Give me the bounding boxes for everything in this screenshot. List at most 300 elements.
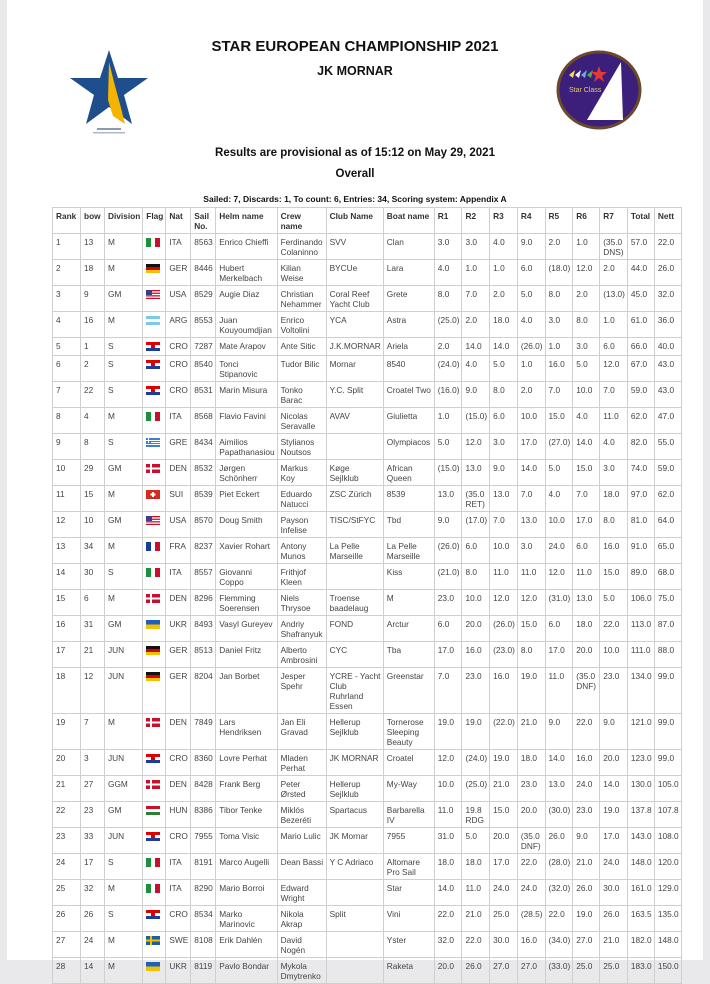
race-3-cell: 27.0 [490,958,518,984]
race-3-cell: 7.0 [490,512,518,538]
race-3-cell: 10.0 [490,538,518,564]
race-3-cell: (22.0) [490,714,518,750]
rank-cell: 21 [53,776,81,802]
flag-cell [143,512,166,538]
division-cell: GM [105,616,143,642]
table-row [53,512,682,538]
race-3-cell: (23.0) [490,642,518,668]
flag-cell [143,932,166,958]
boat-name-cell: Olympiacos [383,434,434,460]
total-cell: 134.0 [627,668,654,714]
boat-name-cell: M [383,590,434,616]
race-2-cell: 26.0 [462,958,490,984]
race-3-cell: 9.0 [490,460,518,486]
race-6-cell: 9.0 [573,828,600,854]
sail-no-cell: 8360 [191,750,216,776]
flag-cell [143,828,166,854]
col-nett: Nett [654,208,681,234]
race-2-cell: (15.0) [462,408,490,434]
boat-name-cell: Ariela [383,338,434,356]
race-1-cell: 7.0 [434,668,462,714]
sail-no-cell: 8568 [191,408,216,434]
table-row [53,286,682,312]
bow-cell: 7 [81,714,105,750]
nett-cell: 148.0 [654,932,681,958]
sail-no-cell: 7955 [191,828,216,854]
race-summary: Sailed: 7, Discards: 1, To count: 6, Entries: 34, Scoring system: Appendix A [203,194,507,204]
bow-cell: 4 [81,408,105,434]
nat-cell: ITA [166,408,191,434]
nett-cell: 88.0 [654,642,681,668]
race-6-cell: 7.0 [573,486,600,512]
race-3-cell: 19.0 [490,750,518,776]
boat-name-cell: La Pelle Marseille [383,538,434,564]
flag-fra-icon [146,542,160,551]
total-cell: 123.0 [627,750,654,776]
boat-name-cell: Star [383,880,434,906]
bow-cell: 30 [81,564,105,590]
boat-name-cell: Yster [383,932,434,958]
bow-cell: 9 [81,286,105,312]
race-4-cell: (26.0) [517,338,545,356]
sail-no-cell: 8532 [191,460,216,486]
race-2-cell: 14.0 [462,338,490,356]
race-5-cell: 5.0 [545,460,573,486]
flag-ita-icon [146,238,160,247]
race-4-cell: 24.0 [517,880,545,906]
nett-cell: 43.0 [654,356,681,382]
division-cell: JUN [105,828,143,854]
race-5-cell: 1.0 [545,338,573,356]
helm-name-cell: Augie Diaz [216,286,277,312]
sail-no-cell: 8534 [191,906,216,932]
race-3-cell: 1.0 [490,260,518,286]
rank-cell: 16 [53,616,81,642]
page-title: STAR EUROPEAN CHAMPIONSHIP 2021 [211,38,499,55]
race-3-cell: 21.0 [490,776,518,802]
nett-cell: 32.0 [654,286,681,312]
club-name-cell: J.K.MORNAR [326,338,383,356]
race-5-cell: (33.0) [545,958,573,984]
flag-swe-icon [146,936,160,945]
race-2-cell: (25.0) [462,776,490,802]
sail-no-cell: 8434 [191,434,216,460]
nett-cell: 99.0 [654,668,681,714]
race-6-cell: 23.0 [573,802,600,828]
race-1-cell: 9.0 [434,512,462,538]
helm-name-cell: Lovre Perhat [216,750,277,776]
bow-cell: 26 [81,906,105,932]
col-nat: Nat [166,208,191,234]
flag-den-icon [146,464,160,473]
total-cell: 57.0 [627,234,654,260]
race-3-cell: 5.0 [490,356,518,382]
sail-no-cell: 8513 [191,642,216,668]
flag-cell [143,750,166,776]
race-2-cell: 19.0 [462,714,490,750]
race-4-cell: 11.0 [517,564,545,590]
nett-cell: 36.0 [654,312,681,338]
race-4-cell: 18.0 [517,750,545,776]
helm-name-cell: Flemming Soerensen [216,590,277,616]
table-row [53,408,682,434]
club-name-cell: YCA [326,312,383,338]
race-2-cell: 1.0 [462,260,490,286]
flag-cell [143,312,166,338]
crew-name-cell: Frithjof Kleen [277,564,326,590]
boat-name-cell: Vini [383,906,434,932]
flag-ger-icon [146,646,160,655]
boat-name-cell: Raketa [383,958,434,984]
race-7-cell: 25.0 [600,958,628,984]
race-5-cell: (34.0) [545,932,573,958]
helm-name-cell: Doug Smith [216,512,277,538]
race-7-cell: 7.0 [600,382,628,408]
division-cell: M [105,260,143,286]
total-cell: 45.0 [627,286,654,312]
helm-name-cell: Jan Borbet [216,668,277,714]
race-5-cell: 15.0 [545,408,573,434]
race-4-cell: 2.0 [517,382,545,408]
club-name-cell: Y C Adriaco [326,854,383,880]
flag-cell [143,880,166,906]
sail-no-cell: 8108 [191,932,216,958]
race-3-cell: 16.0 [490,668,518,714]
nat-cell: DEN [166,460,191,486]
race-2-cell: (24.0) [462,750,490,776]
club-name-cell: Y.C. Split [326,382,383,408]
bow-cell: 1 [81,338,105,356]
provisional-notice: Results are provisional as of 15:12 on May 29, 2021 [215,147,495,159]
race-7-cell: 9.0 [600,714,628,750]
bow-cell: 18 [81,260,105,286]
sail-no-cell: 8539 [191,486,216,512]
race-5-cell: 10.0 [545,512,573,538]
rank-cell: 17 [53,642,81,668]
club-name-cell: JK Mornar [326,828,383,854]
total-cell: 66.0 [627,338,654,356]
nat-cell: SUI [166,486,191,512]
division-cell: GM [105,512,143,538]
nett-cell: 108.0 [654,828,681,854]
club-name-cell: Coral Reef Yacht Club [326,286,383,312]
race-7-cell: 23.0 [600,668,628,714]
race-6-cell: 21.0 [573,854,600,880]
race-7-cell: 18.0 [600,486,628,512]
race-5-cell: 17.0 [545,642,573,668]
col-club-name: Club Name [326,208,383,234]
flag-cell [143,906,166,932]
race-7-cell: 20.0 [600,750,628,776]
club-name-cell: FOND [326,616,383,642]
race-7-cell: 22.0 [600,616,628,642]
col-rank: Rank [53,208,81,234]
race-7-cell: 1.0 [600,312,628,338]
sail-no-cell: 8119 [191,958,216,984]
total-cell: 81.0 [627,512,654,538]
col-flag: Flag [143,208,166,234]
race-6-cell: 24.0 [573,776,600,802]
helm-name-cell: Hubert Merkelbach [216,260,277,286]
sail-no-cell: 8563 [191,234,216,260]
flag-ita-icon [146,568,160,577]
rank-cell: 9 [53,434,81,460]
flag-hun-icon [146,806,160,815]
race-7-cell: 4.0 [600,434,628,460]
race-6-cell: 13.0 [573,590,600,616]
bow-cell: 29 [81,460,105,486]
sail-no-cell: 8237 [191,538,216,564]
race-6-cell: 20.0 [573,642,600,668]
race-1-cell: (15.0) [434,460,462,486]
nett-cell: 40.0 [654,338,681,356]
race-1-cell: (25.0) [434,312,462,338]
race-1-cell: 8.0 [434,286,462,312]
race-7-cell: (13.0) [600,286,628,312]
col-r7: R7 [600,208,628,234]
total-cell: 182.0 [627,932,654,958]
crew-name-cell: Mario Lulic [277,828,326,854]
race-7-cell: 15.0 [600,564,628,590]
race-1-cell: 5.0 [434,434,462,460]
race-3-cell: (26.0) [490,616,518,642]
race-2-cell: 10.0 [462,590,490,616]
race-1-cell: (21.0) [434,564,462,590]
race-3-cell: 15.0 [490,802,518,828]
helm-name-cell: Pavlo Bondar [216,958,277,984]
bow-cell: 21 [81,642,105,668]
race-7-cell: 5.0 [600,590,628,616]
rank-cell: 27 [53,932,81,958]
race-5-cell: (31.0) [545,590,573,616]
race-3-cell: 24.0 [490,880,518,906]
race-5-cell: 4.0 [545,486,573,512]
table-row [53,616,682,642]
division-cell: S [105,382,143,408]
division-cell: M [105,538,143,564]
division-cell: M [105,714,143,750]
race-3-cell: 12.0 [490,590,518,616]
race-1-cell: (24.0) [434,356,462,382]
race-1-cell: 3.0 [434,234,462,260]
crew-name-cell: Nikola Akrap [277,906,326,932]
table-row [53,854,682,880]
bow-cell: 31 [81,616,105,642]
nat-cell: GER [166,260,191,286]
race-2-cell: 12.0 [462,434,490,460]
club-name-cell: SVV [326,234,383,260]
total-cell: 59.0 [627,382,654,408]
helm-name-cell: Erik Dahlén [216,932,277,958]
table-row [53,668,682,714]
nett-cell: 68.0 [654,564,681,590]
crew-name-cell: Ante Sitic [277,338,326,356]
race-5-cell: 11.0 [545,668,573,714]
race-6-cell: 22.0 [573,714,600,750]
nat-cell: CRO [166,906,191,932]
nett-cell: 64.0 [654,512,681,538]
club-name-cell: AVAV [326,408,383,434]
race-6-cell: 8.0 [573,312,600,338]
club-name-cell: Troense baadelaug [326,590,383,616]
flag-cell [143,776,166,802]
nat-cell: DEN [166,590,191,616]
crew-name-cell: Niels Thrysoe [277,590,326,616]
race-1-cell: 1.0 [434,408,462,434]
boat-name-cell: 8539 [383,486,434,512]
race-2-cell: 20.0 [462,616,490,642]
race-1-cell: 23.0 [434,590,462,616]
race-1-cell: 18.0 [434,854,462,880]
table-row [53,538,682,564]
star-logo-icon [69,48,149,138]
section-title: Overall [335,168,375,180]
race-5-cell: 8.0 [545,286,573,312]
nat-cell: ITA [166,854,191,880]
helm-name-cell: Mario Borroi [216,880,277,906]
bow-cell: 27 [81,776,105,802]
table-row [53,260,682,286]
boat-name-cell: Barbarella IV [383,802,434,828]
helm-name-cell: Lars Hendriksen [216,714,277,750]
rank-cell: 13 [53,538,81,564]
race-5-cell: 13.0 [545,776,573,802]
rank-cell: 24 [53,854,81,880]
nat-cell: CRO [166,338,191,356]
race-2-cell: 3.0 [462,234,490,260]
boat-name-cell: Arctur [383,616,434,642]
nett-cell: 99.0 [654,750,681,776]
flag-cell [143,338,166,356]
division-cell: M [105,590,143,616]
col-division: Division [105,208,143,234]
flag-cell [143,460,166,486]
table-row [53,590,682,616]
flag-cell [143,434,166,460]
race-6-cell: 17.0 [573,512,600,538]
nett-cell: 59.0 [654,460,681,486]
sail-no-cell: 8446 [191,260,216,286]
race-6-cell: 19.0 [573,906,600,932]
nett-cell: 75.0 [654,590,681,616]
crew-name-cell: Christian Nehammer [277,286,326,312]
flag-arg-icon [146,316,160,325]
table-row [53,338,682,356]
boat-name-cell: 8540 [383,356,434,382]
boat-name-cell: Tornerose Sleeping Beauty [383,714,434,750]
race-6-cell: 25.0 [573,958,600,984]
crew-name-cell: David Nogén [277,932,326,958]
sail-no-cell: 8553 [191,312,216,338]
race-4-cell: 20.0 [517,802,545,828]
table-row [53,750,682,776]
crew-name-cell: Mykola Dmytrenko [277,958,326,984]
race-1-cell: 10.0 [434,776,462,802]
race-1-cell: 22.0 [434,906,462,932]
bow-cell: 23 [81,802,105,828]
division-cell: M [105,958,143,984]
race-3-cell: 18.0 [490,312,518,338]
crew-name-cell: Jesper Spehr [277,668,326,714]
race-1-cell: 11.0 [434,802,462,828]
rank-cell: 23 [53,828,81,854]
division-cell: S [105,854,143,880]
race-6-cell: 4.0 [573,408,600,434]
race-4-cell: (28.5) [517,906,545,932]
race-6-cell: 12.0 [573,260,600,286]
race-3-cell: 30.0 [490,932,518,958]
race-4-cell: 10.0 [517,408,545,434]
race-2-cell: 6.0 [462,538,490,564]
boat-name-cell: Croatel Two [383,382,434,408]
flag-cro-icon [146,832,160,841]
race-4-cell: 7.0 [517,486,545,512]
club-name-cell: TISC/StFYC [326,512,383,538]
race-7-cell: 30.0 [600,880,628,906]
race-6-cell: 5.0 [573,356,600,382]
crew-name-cell: Tudor Bilic [277,356,326,382]
helm-name-cell: Toma Visic [216,828,277,854]
total-cell: 89.0 [627,564,654,590]
nett-cell: 107.8 [654,802,681,828]
race-2-cell: 16.0 [462,642,490,668]
race-2-cell: 13.0 [462,460,490,486]
race-2-cell: 8.0 [462,564,490,590]
race-5-cell: 7.0 [545,382,573,408]
race-5-cell: 26.0 [545,828,573,854]
flag-cell [143,356,166,382]
table-row [53,906,682,932]
sail-no-cell: 8529 [191,286,216,312]
nat-cell: HUN [166,802,191,828]
club-name-cell: Hellerup Sejlklub [326,776,383,802]
nat-cell: CRO [166,382,191,408]
total-cell: 106.0 [627,590,654,616]
race-5-cell: 9.0 [545,714,573,750]
club-name-cell: La Pelle Marseille [326,538,383,564]
nett-cell: 43.0 [654,382,681,408]
sail-no-cell: 8191 [191,854,216,880]
table-row [53,880,682,906]
bow-cell: 10 [81,512,105,538]
club-name-cell: YCRE - Yacht Club Ruhrland Essen [326,668,383,714]
race-2-cell: 18.0 [462,854,490,880]
rank-cell: 12 [53,512,81,538]
division-cell: S [105,338,143,356]
race-3-cell: 4.0 [490,234,518,260]
helm-name-cell: Piet Eckert [216,486,277,512]
flag-cell [143,854,166,880]
sail-no-cell: 8296 [191,590,216,616]
race-4-cell: 8.0 [517,642,545,668]
nat-cell: ARG [166,312,191,338]
flag-cell [143,802,166,828]
race-7-cell: 3.0 [600,460,628,486]
nat-cell: DEN [166,714,191,750]
table-row [53,486,682,512]
total-cell: 161.0 [627,880,654,906]
table-row [53,382,682,408]
race-2-cell: 21.0 [462,906,490,932]
division-cell: M [105,312,143,338]
flag-cell [143,958,166,984]
boat-name-cell: Astra [383,312,434,338]
total-cell: 91.0 [627,538,654,564]
rank-cell: 2 [53,260,81,286]
rank-cell: 15 [53,590,81,616]
flag-ukr-icon [146,962,160,971]
bow-cell: 22 [81,382,105,408]
